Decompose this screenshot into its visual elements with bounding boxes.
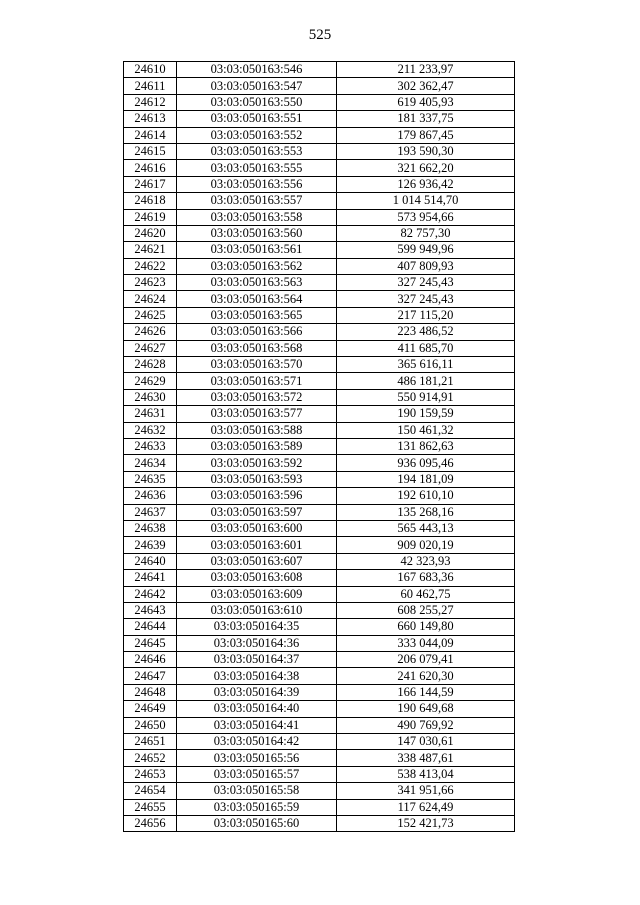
- row-number-cell: 24642: [124, 586, 177, 602]
- cadastral-number-cell: 03:03:050164:39: [177, 684, 337, 700]
- row-number-cell: 24643: [124, 602, 177, 618]
- cadastral-number-cell: 03:03:050163:564: [177, 291, 337, 307]
- cadastral-number-cell: 03:03:050163:568: [177, 340, 337, 356]
- value-cell: 565 443,13: [337, 520, 515, 536]
- row-number-cell: 24629: [124, 373, 177, 389]
- value-cell: 223 486,52: [337, 324, 515, 340]
- cadastral-number-cell: 03:03:050163:565: [177, 307, 337, 323]
- table-row: [124, 275, 515, 291]
- value-cell: 166 144,59: [337, 684, 515, 700]
- row-number-cell: 24627: [124, 340, 177, 356]
- row-number-cell: 24618: [124, 193, 177, 209]
- row-number-cell: 24644: [124, 619, 177, 635]
- table-row: [124, 734, 515, 750]
- row-number-cell: 24624: [124, 291, 177, 307]
- cadastral-number-cell: 03:03:050163:561: [177, 242, 337, 258]
- row-number-cell: 24614: [124, 127, 177, 143]
- value-cell: 327 245,43: [337, 275, 515, 291]
- row-number-cell: 24616: [124, 160, 177, 176]
- cadastral-number-cell: 03:03:050165:59: [177, 799, 337, 815]
- row-number-cell: 24612: [124, 94, 177, 110]
- value-cell: 321 662,20: [337, 160, 515, 176]
- row-number-cell: 24613: [124, 111, 177, 127]
- table-row: [124, 78, 515, 94]
- value-cell: 190 159,59: [337, 406, 515, 422]
- table-row: [124, 242, 515, 258]
- row-number-cell: 24649: [124, 701, 177, 717]
- table-row: [124, 488, 515, 504]
- page-number: 525: [308, 27, 332, 43]
- cadastral-number-cell: 03:03:050163:553: [177, 143, 337, 159]
- table-body: [124, 62, 515, 832]
- table-row: [124, 307, 515, 323]
- row-number-cell: 24625: [124, 307, 177, 323]
- value-cell: 365 616,11: [337, 357, 515, 373]
- row-number-cell: 24645: [124, 635, 177, 651]
- row-number-cell: 24654: [124, 783, 177, 799]
- value-cell: 135 268,16: [337, 504, 515, 520]
- cadastral-number-cell: 03:03:050163:601: [177, 537, 337, 553]
- table-row: [124, 815, 515, 831]
- cadastral-number-cell: 03:03:050164:42: [177, 734, 337, 750]
- table-row: [124, 422, 515, 438]
- table-row: [124, 324, 515, 340]
- table-row: [124, 684, 515, 700]
- cadastral-number-cell: 03:03:050163:547: [177, 78, 337, 94]
- table-row: [124, 438, 515, 454]
- value-cell: 333 044,09: [337, 635, 515, 651]
- value-cell: 241 620,30: [337, 668, 515, 684]
- row-number-cell: 24646: [124, 652, 177, 668]
- cadastral-number-cell: 03:03:050163:563: [177, 275, 337, 291]
- table-row: [124, 143, 515, 159]
- row-number-cell: 24623: [124, 275, 177, 291]
- cadastral-number-cell: 03:03:050164:40: [177, 701, 337, 717]
- cadastral-number-cell: 03:03:050163:572: [177, 389, 337, 405]
- cadastral-number-cell: 03:03:050163:552: [177, 127, 337, 143]
- value-cell: 490 769,92: [337, 717, 515, 733]
- value-cell: 486 181,21: [337, 373, 515, 389]
- row-number-cell: 24626: [124, 324, 177, 340]
- cadastral-number-cell: 03:03:050165:60: [177, 815, 337, 831]
- row-number-cell: 24615: [124, 143, 177, 159]
- table-row: [124, 62, 515, 78]
- table-row: [124, 799, 515, 815]
- row-number-cell: 24619: [124, 209, 177, 225]
- value-cell: 217 115,20: [337, 307, 515, 323]
- table-row: [124, 127, 515, 143]
- value-cell: 411 685,70: [337, 340, 515, 356]
- table-row: [124, 783, 515, 799]
- cadastral-number-cell: 03:03:050163:556: [177, 176, 337, 192]
- value-cell: 538 413,04: [337, 766, 515, 782]
- cadastral-number-cell: 03:03:050163:566: [177, 324, 337, 340]
- row-number-cell: 24640: [124, 553, 177, 569]
- cadastral-number-cell: 03:03:050163:550: [177, 94, 337, 110]
- value-cell: 660 149,80: [337, 619, 515, 635]
- row-number-cell: 24650: [124, 717, 177, 733]
- value-cell: 341 951,66: [337, 783, 515, 799]
- table-row: [124, 766, 515, 782]
- row-number-cell: 24634: [124, 455, 177, 471]
- cadastral-number-cell: 03:03:050164:41: [177, 717, 337, 733]
- table-row: [124, 193, 515, 209]
- cadastral-number-cell: 03:03:050163:610: [177, 602, 337, 618]
- value-cell: 181 337,75: [337, 111, 515, 127]
- cadastral-number-cell: 03:03:050164:35: [177, 619, 337, 635]
- row-number-cell: 24651: [124, 734, 177, 750]
- row-number-cell: 24631: [124, 406, 177, 422]
- table-row: [124, 373, 515, 389]
- row-number-cell: 24628: [124, 357, 177, 373]
- value-cell: 131 862,63: [337, 438, 515, 454]
- table-row: [124, 160, 515, 176]
- row-number-cell: 24630: [124, 389, 177, 405]
- row-number-cell: 24610: [124, 62, 177, 78]
- row-number-cell: 24652: [124, 750, 177, 766]
- table-row: [124, 291, 515, 307]
- value-cell: 327 245,43: [337, 291, 515, 307]
- table-row: [124, 635, 515, 651]
- value-cell: 60 462,75: [337, 586, 515, 602]
- table-row: [124, 209, 515, 225]
- table-row: [124, 340, 515, 356]
- cadastral-number-cell: 03:03:050164:37: [177, 652, 337, 668]
- data-table-container: [123, 61, 515, 832]
- value-cell: 192 610,10: [337, 488, 515, 504]
- row-number-cell: 24617: [124, 176, 177, 192]
- table-row: [124, 717, 515, 733]
- value-cell: 126 936,42: [337, 176, 515, 192]
- value-cell: 42 323,93: [337, 553, 515, 569]
- row-number-cell: 24622: [124, 258, 177, 274]
- cadastral-number-cell: 03:03:050163:557: [177, 193, 337, 209]
- value-cell: 117 624,49: [337, 799, 515, 815]
- cadastral-number-cell: 03:03:050163:589: [177, 438, 337, 454]
- row-number-cell: 24638: [124, 520, 177, 536]
- cadastral-number-cell: 03:03:050163:608: [177, 570, 337, 586]
- row-number-cell: 24655: [124, 799, 177, 815]
- cadastral-number-cell: 03:03:050163:558: [177, 209, 337, 225]
- cadastral-number-cell: 03:03:050163:609: [177, 586, 337, 602]
- table-row: [124, 602, 515, 618]
- table-row: [124, 520, 515, 536]
- cadastral-number-cell: 03:03:050163:607: [177, 553, 337, 569]
- value-cell: 190 649,68: [337, 701, 515, 717]
- value-cell: 194 181,09: [337, 471, 515, 487]
- value-cell: 936 095,46: [337, 455, 515, 471]
- value-cell: 619 405,93: [337, 94, 515, 110]
- row-number-cell: 24656: [124, 815, 177, 831]
- cadastral-number-cell: 03:03:050163:570: [177, 357, 337, 373]
- value-cell: 150 461,32: [337, 422, 515, 438]
- value-cell: 152 421,73: [337, 815, 515, 831]
- cadastral-number-cell: 03:03:050165:57: [177, 766, 337, 782]
- table-row: [124, 570, 515, 586]
- value-cell: 211 233,97: [337, 62, 515, 78]
- cadastral-number-cell: 03:03:050163:593: [177, 471, 337, 487]
- table-row: [124, 357, 515, 373]
- row-number-cell: 24647: [124, 668, 177, 684]
- table-row: [124, 701, 515, 717]
- value-cell: 82 757,30: [337, 225, 515, 241]
- row-number-cell: 24641: [124, 570, 177, 586]
- row-number-cell: 24633: [124, 438, 177, 454]
- cadastral-number-cell: 03:03:050164:36: [177, 635, 337, 651]
- row-number-cell: 24620: [124, 225, 177, 241]
- table-row: [124, 225, 515, 241]
- cadastral-number-cell: 03:03:050163:551: [177, 111, 337, 127]
- value-cell: 608 255,27: [337, 602, 515, 618]
- table-row: [124, 553, 515, 569]
- row-number-cell: 24636: [124, 488, 177, 504]
- data-table: [123, 61, 515, 832]
- table-row: [124, 668, 515, 684]
- cadastral-number-cell: 03:03:050163:555: [177, 160, 337, 176]
- value-cell: 599 949,96: [337, 242, 515, 258]
- value-cell: 407 809,93: [337, 258, 515, 274]
- value-cell: 909 020,19: [337, 537, 515, 553]
- value-cell: 193 590,30: [337, 143, 515, 159]
- row-number-cell: 24653: [124, 766, 177, 782]
- value-cell: 302 362,47: [337, 78, 515, 94]
- table-row: [124, 455, 515, 471]
- row-number-cell: 24621: [124, 242, 177, 258]
- cadastral-number-cell: 03:03:050163:592: [177, 455, 337, 471]
- table-row: [124, 586, 515, 602]
- cadastral-number-cell: 03:03:050164:38: [177, 668, 337, 684]
- table-row: [124, 652, 515, 668]
- value-cell: 550 914,91: [337, 389, 515, 405]
- table-row: [124, 94, 515, 110]
- table-row: [124, 389, 515, 405]
- cadastral-number-cell: 03:03:050163:577: [177, 406, 337, 422]
- row-number-cell: 24648: [124, 684, 177, 700]
- table-row: [124, 504, 515, 520]
- table-row: [124, 258, 515, 274]
- row-number-cell: 24639: [124, 537, 177, 553]
- cadastral-number-cell: 03:03:050163:562: [177, 258, 337, 274]
- cadastral-number-cell: 03:03:050165:56: [177, 750, 337, 766]
- cadastral-number-cell: 03:03:050163:597: [177, 504, 337, 520]
- value-cell: 167 683,36: [337, 570, 515, 586]
- row-number-cell: 24637: [124, 504, 177, 520]
- table-row: [124, 619, 515, 635]
- value-cell: 179 867,45: [337, 127, 515, 143]
- value-cell: 147 030,61: [337, 734, 515, 750]
- cadastral-number-cell: 03:03:050163:596: [177, 488, 337, 504]
- cadastral-number-cell: 03:03:050163:560: [177, 225, 337, 241]
- value-cell: 338 487,61: [337, 750, 515, 766]
- row-number-cell: 24635: [124, 471, 177, 487]
- cadastral-number-cell: 03:03:050163:546: [177, 62, 337, 78]
- table-row: [124, 750, 515, 766]
- table-row: [124, 471, 515, 487]
- cadastral-number-cell: 03:03:050163:600: [177, 520, 337, 536]
- cadastral-number-cell: 03:03:050165:58: [177, 783, 337, 799]
- value-cell: 1 014 514,70: [337, 193, 515, 209]
- value-cell: 206 079,41: [337, 652, 515, 668]
- row-number-cell: 24632: [124, 422, 177, 438]
- row-number-cell: 24611: [124, 78, 177, 94]
- value-cell: 573 954,66: [337, 209, 515, 225]
- table-row: [124, 176, 515, 192]
- table-row: [124, 111, 515, 127]
- table-row: [124, 406, 515, 422]
- cadastral-number-cell: 03:03:050163:571: [177, 373, 337, 389]
- table-row: [124, 537, 515, 553]
- cadastral-number-cell: 03:03:050163:588: [177, 422, 337, 438]
